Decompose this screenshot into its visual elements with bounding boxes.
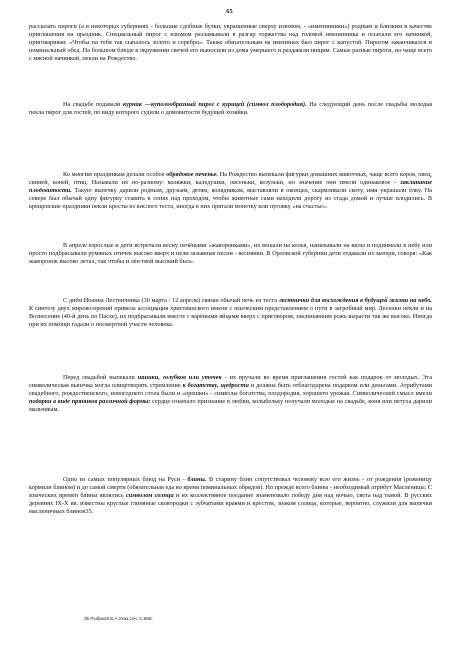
text: Такую выпечку дарили родным, друзьям, детям, колядникам, выставляли в оконцах, скармливали скоту, ими украшали ёлку. На севере был обычай одну фигурку ставить в сенях над проходом, чтобы животные сами находили дорогу из стада домой и лучше плодились. В крещенские праздники пекли кресты из кислого теста, иногда в них прятали монетку или пуговку «на счастье». — [29, 187, 432, 210]
text: Ко многим праздникам делали особое — [63, 171, 167, 178]
paragraph-birthday-pies: рассылать пироги (а в некоторых губерниях - большие сдобные булки, украшенные сверху изюмом, - «именинники») родным и близким в качестве приглашения на праздник. Специальный пирог с изюмом разламывали в разгар торжества над головой именинника и осыпали его начинкой, приговаривая: «Чтобы на тебя так сыпалось золото и серебро». Также обязательным на именинах был пирог с капустой. Пирогом заканчивался и поминальный обед. На большом блюде в окружении свечей его выносили из дома умершего и раздавали нищим. Самые разные пироги, но чаще всего с мясной начинкой, пекли на Рождество. — [29, 23, 432, 62]
emphasis-blini: блины. — [187, 476, 207, 483]
emphasis-cones-doves-ducks: шишки, голубков или уточек — [137, 374, 222, 381]
text: Одно из самых популярных блюд на Руси - — [63, 476, 188, 483]
text: На Рождество выпекали фигурки домашних животных, чаще всего коров, овец, свиней, коней, птиц. Называли их по-разному: коляжки, каледушки, овсеньки, козульки, но значение они имели одинаковое - — [29, 171, 432, 186]
emphasis-ritual-cookies: обрядовое печенье. — [166, 171, 219, 178]
text: С днём Иоанна Лествичника (30 марта / 12 апреля) связан обычай печь из теста — [63, 297, 279, 304]
text: На свадьбе подавали — [63, 101, 123, 108]
emphasis-fertility-spell: заклинание плодовитости. — [29, 179, 432, 194]
paragraph-wedding-kurnik — [29, 101, 432, 117]
text: На следующий день после свадьбы молодая пекла пирог для гостей, по виду которого судили о домовитости будущей хозяйки. — [29, 101, 433, 116]
footnote: 35 Рыбаков Б.А.Указ.соч. С.668. — [84, 616, 153, 621]
paragraph-ladders — [29, 297, 432, 329]
emphasis-wealth: к богатству, щедрости — [182, 382, 249, 389]
paragraph-ritual-cookies — [29, 171, 432, 211]
page-number: 65 — [226, 8, 233, 15]
emphasis-ladders: лестнички для восхождения в будущей жизни на небо. — [278, 297, 433, 304]
paragraph-wedding-shapes — [29, 374, 432, 414]
text: Перед свадьбой выпекали — [63, 374, 138, 381]
text: - их вручали во время приглашения гостей как подарок от молодых. Эта символическая выпечка могла олицетворять стремление — [29, 374, 433, 389]
emphasis-kurnik: курник —куполообразный пирог с курицей (символ плодородия). — [122, 101, 307, 108]
paragraph-blini — [29, 476, 432, 516]
text: В старину блин сопутствовал человеку всю его жизнь - от рождения (роженицу кормили блином) и до самой смерти (обязательная еда во время поминальных обрядов). Но прежде всего блины - необходимый атрибут Масленицы. С языческих времён блины являлись — [29, 476, 432, 499]
text: К синтезу двух мировоззрений привела ассоциация христианского имени с языческим представлением о пути в загробный мир. Лесенки пекли и на Вознесение (40-й день по Пасхе), их подбрасывали вместе с варёными яйцами вверх с приговором, заклинавшим рожь вырасти так же высоко. Иногда при их помощи гадали о посмертной участи человека. — [29, 305, 432, 328]
text: и должна быть отблагодарена подарком или деньгами. Атрибутами свадебного, рождественского, новогоднего стола были и «орешки» - символы богатства, плодородия, хорошего урожая. Символический смысл имели — [29, 382, 432, 397]
text: сердце означало признание в любви, колыбельку получали молодые на свадьбе, коня или петуха дарили мальчикам. — [29, 398, 432, 413]
paragraph-larks: В апреле взрослые и дети встречали весну печёными «жаворонками», их вешали на колья, нанизывали на вилы и поднимали к небу или просто подбрасывали румяных птичек высоко вверх и пели зазывные песни - веснянки. В Орловской губернии дети отдавали их матери, говоря: «Как жаворонок высоко летал, так чтобы и лён твой высокий был». — [29, 242, 432, 265]
text: и их коллективное поедание знаменовало победу дня над ночью, света над тьмой. В русских деревнях IX-X вв. известны круглые глиняные сковородки с зубчатыми краями и крестом, знаком солнца, которые, вероятно, служили для выпечки масленичных блинов35. — [29, 492, 433, 515]
emphasis-sun-symbol: символом солнца — [125, 492, 174, 499]
emphasis-gingerbread: подарки в виде пряников различной формы: — [29, 398, 151, 405]
